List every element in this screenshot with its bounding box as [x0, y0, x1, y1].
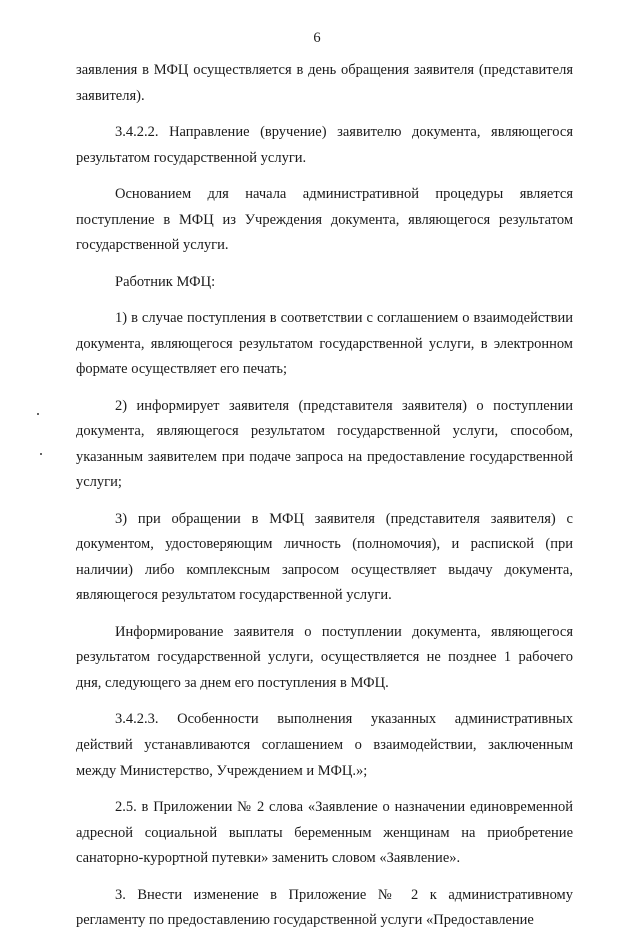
- scan-speck: [40, 453, 42, 455]
- page-number: 6: [313, 30, 321, 46]
- list-item-1: 1) в случае поступления в соответствии с соглашением о взаимодействии документа, являющегося результатом государственной услуги, в электронном формате осуществляет его печать;: [76, 309, 573, 378]
- paragraph-section-3-4-2-3: 3.4.2.3. Особенности выполнения указанных административных действий устанавливаются соглашением о взаимодействии, заключенным между Министерство, Учреждением и МФЦ.»;: [76, 711, 573, 779]
- paragraph-informing: Информирование заявителя о поступлении документа, являющегося результатом государственной услуги, осуществляется не позднее 1 рабочего дня, следующего за днем его поступления в МФЦ.: [76, 623, 573, 692]
- list-item-2: 2) информирует заявителя (представителя заявителя) о поступлении документа, являющегося результатом государственной услуги, способом, указанным заявителем при подаче запроса на предоставление государственной услуги;: [76, 397, 573, 491]
- paragraph-mfc-worker: Работник МФЦ:: [115, 273, 216, 290]
- paragraph-basis: Основанием для начала административной процедуры является поступление в МФЦ из Учреждения документа, являющегося результатом государственной услуги.: [76, 185, 573, 254]
- scan-speck: [37, 413, 39, 415]
- document-body: [76, 58, 573, 945]
- list-item-3: 3) при обращении в МФЦ заявителя (представителя заявителя) с документом, удостоверяющим личность (полномочия), и распиской (при наличии) либо комплексным запросом осуществляет выдачу документа, являющегося результатом государственной услуги.: [76, 510, 573, 604]
- paragraph-section-3-4-2-2: 3.4.2.2. Направление (вручение) заявителю документа, являющегося результатом государственной услуги.: [76, 123, 573, 166]
- paragraph-continuation: заявления в МФЦ осуществляется в день обращения заявителя (представителя заявителя).: [76, 62, 573, 104]
- paragraph-item-2-5: 2.5. в Приложении № 2 слова «Заявление о назначении единовременной адресной социальной выплаты беременным женщинам на приобретение санаторно-курортной путевки» заменить словом «Заявление».: [76, 799, 573, 867]
- paragraph-item-3: 3. Внести изменение в Приложение № 2 к административному регламенту по предоставлению государственной услуги «Предоставление: [76, 886, 573, 929]
